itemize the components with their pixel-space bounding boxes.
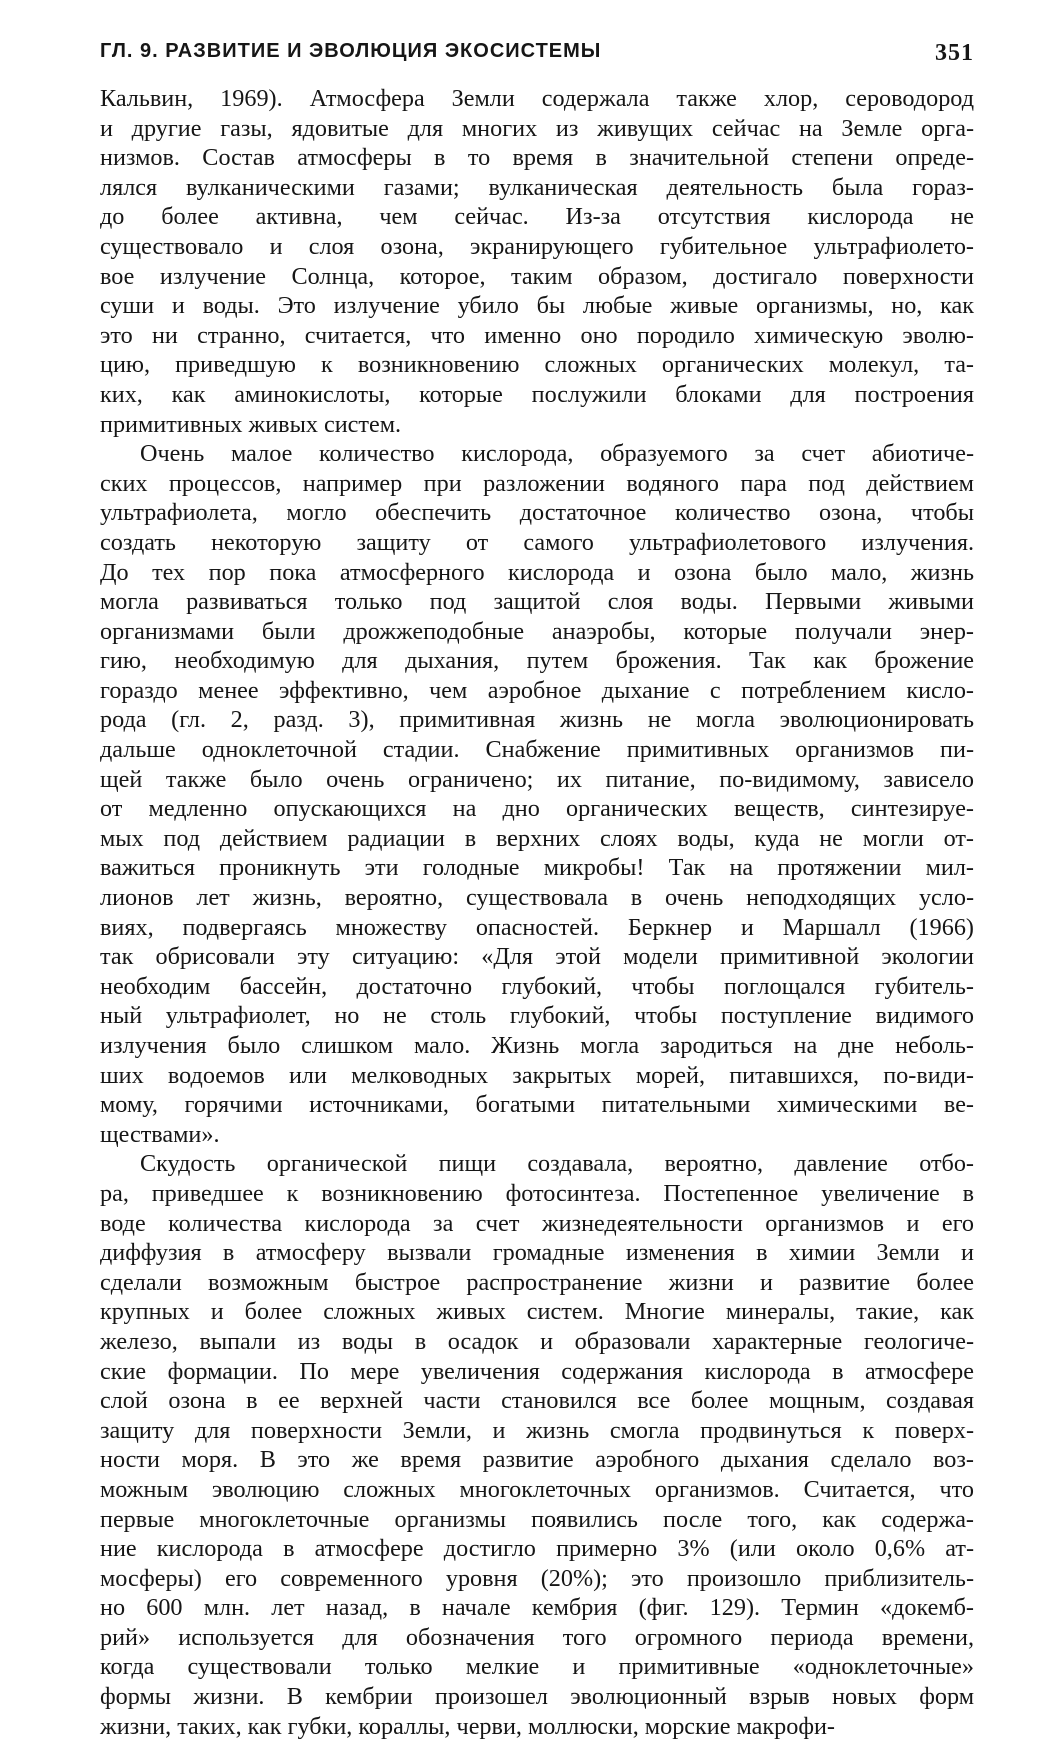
text-line: но 600 млн. лет назад, в начале кембрия (фиг. 129). Термин «докемб- — [100, 1594, 974, 1622]
text-line: ный ультрафиолет, но не столь глубокий, чтобы поступление видимого — [100, 1002, 974, 1030]
text-line: так обрисовали эту ситуацию: «Для этой модели примитивной экологии — [100, 943, 974, 971]
text-line: воде количества кислорода за счет жизнедеятельности организмов и его — [100, 1209, 974, 1237]
text-line: важиться проникнуть эти голодные микробы! Так на протяжении мил- — [100, 854, 974, 882]
page-number: 351 — [935, 40, 974, 66]
text-line: Очень малое количество кислорода, образуемого за счет абиотиче- — [140, 440, 974, 468]
text-line: жизни, таких, как губки, кораллы, черви, моллюски, морские макрофи- — [100, 1712, 835, 1740]
text-line: Скудость органической пищи создавала, вероятно, давление отбо- — [140, 1150, 974, 1178]
text-line: могла развиваться только под защитой слоя воды. Первыми живыми — [100, 588, 974, 616]
text-line: мому, горячими источниками, богатыми питательными химическими ве- — [100, 1091, 974, 1119]
text-line: защиту для поверхности Земли, и жизнь смогла продвинуться к поверх- — [100, 1416, 974, 1444]
text-line: лионов лет жизнь, вероятно, существовала в очень неподходящих усло- — [100, 884, 974, 912]
text-line: это ни странно, считается, что именно оно породило химическую эволю- — [100, 321, 974, 349]
text-line: когда существовали только мелкие и примитивные «одноклеточные» — [100, 1653, 974, 1681]
text-line: существовало и слоя озона, экранирующего губительное ультрафиолето- — [100, 232, 974, 260]
text-line: ра, приведшее к возникновению фотосинтеза. Постепенное увеличение в — [100, 1179, 974, 1207]
text-line: рода (гл. 2, разд. 3), примитивная жизнь не могла эволюционировать — [100, 706, 974, 734]
text-line: первые многоклеточные организмы появились после того, как содержа- — [100, 1505, 974, 1533]
text-line: виях, подвергаясь множеству опасностей. Беркнер и Маршалл (1966) — [100, 913, 974, 941]
text-line: необходим бассейн, достаточно глубокий, чтобы поглощался губитель- — [100, 972, 974, 1000]
text-line: сделали возможным быстрое распространение жизни и развитие более — [100, 1268, 974, 1296]
text-line: ских процессов, например при разложении водяного пара под действием — [100, 469, 974, 497]
text-line: рий» используется для обозначения того огромного периода времени, — [100, 1623, 974, 1651]
text-line: цию, приведшую к возникновению сложных органических молекул, та- — [100, 351, 974, 379]
text-line: ские формации. По мере увеличения содержания кислорода в атмосфере — [100, 1357, 974, 1385]
text-line: дальше одноклеточной стадии. Снабжение примитивных организмов пи- — [100, 736, 974, 764]
text-line: мосферы) его современного уровня (20%); это произошло приблизитель- — [100, 1564, 974, 1592]
text-line: от медленно опускающихся на дно органических веществ, синтезируе- — [100, 795, 974, 823]
paragraph — [100, 439, 974, 1149]
text-line: До тех пор пока атмосферного кислорода и озона было мало, жизнь — [100, 558, 974, 586]
paragraph — [100, 1149, 974, 1741]
text-line: лялся вулканическими газами; вулканическая деятельность была гораз- — [100, 173, 974, 201]
text-line: формы жизни. В кембрии произошел эволюционный взрыв новых форм — [100, 1683, 974, 1711]
text-line: можным эволюцию сложных многоклеточных организмов. Считается, что — [100, 1475, 974, 1503]
text-line: суши и воды. Это излучение убило бы любые живые организмы, но, как — [100, 292, 974, 320]
text-line: крупных и более сложных живых систем. Многие минералы, такие, как — [100, 1298, 974, 1326]
book-page — [100, 40, 974, 1740]
text-line: ультрафиолета, могло обеспечить достаточное количество озона, чтобы — [100, 499, 974, 527]
body-text — [100, 84, 974, 1741]
text-line: гию, необходимую для дыхания, путем брожения. Так как брожение — [100, 647, 974, 675]
text-line: излучения было слишком мало. Жизнь могла зародиться на дне неболь- — [100, 1032, 974, 1059]
text-line: диффузия в атмосферу вызвали громадные изменения в химии Земли и — [100, 1239, 974, 1267]
text-line: низмов. Состав атмосферы в то время в значительной степени опреде- — [100, 144, 974, 172]
text-line: щей также было очень ограничено; их питание, по-видимому, зависело — [100, 765, 974, 793]
paragraph — [100, 84, 974, 439]
text-line: мых под действием радиации в верхних слоях воды, куда не могли от- — [100, 824, 974, 852]
text-line: ности моря. В это же время развитие аэробного дыхания сделало воз- — [100, 1446, 974, 1474]
text-line: вое излучение Солнца, которое, таким образом, достигало поверхности — [100, 262, 974, 290]
running-head: ГЛ. 9. РАЗВИТИЕ И ЭВОЛЮЦИЯ ЭКОСИСТЕМЫ — [100, 40, 602, 62]
text-line: примитивных живых систем. — [100, 410, 402, 438]
text-line: ких, как аминокислоты, которые послужили блоками для построения — [100, 380, 974, 408]
text-line: ших водоемов или мелководных закрытых морей, питавшихся, по-види- — [100, 1061, 974, 1089]
text-line: железо, выпали из воды в осадок и образовали характерные геологиче- — [100, 1327, 974, 1355]
text-line: создать некоторую защиту от самого ультрафиолетового излучения. — [100, 528, 974, 556]
text-line: до более активна, чем сейчас. Из-за отсутствия кислорода не — [100, 203, 974, 231]
text-line: Кальвин, 1969). Атмосфера Земли содержала также хлор, сероводород — [100, 85, 974, 112]
text-line: ние кислорода в атмосфере достигло примерно 3% (или около 0,6% ат- — [100, 1535, 974, 1563]
text-line: организмами были дрожжеподобные анаэробы, которые получали энер- — [100, 617, 974, 645]
page-header — [100, 40, 974, 70]
text-line: и другие газы, ядовитые для многих из живущих сейчас на Земле орга- — [100, 114, 974, 142]
text-line: гораздо менее эффективно, чем аэробное дыхание с потреблением кисло- — [100, 676, 974, 704]
text-line: слой озона в ее верхней части становился все более мощным, создавая — [100, 1387, 974, 1415]
text-line: ществами». — [100, 1120, 220, 1148]
